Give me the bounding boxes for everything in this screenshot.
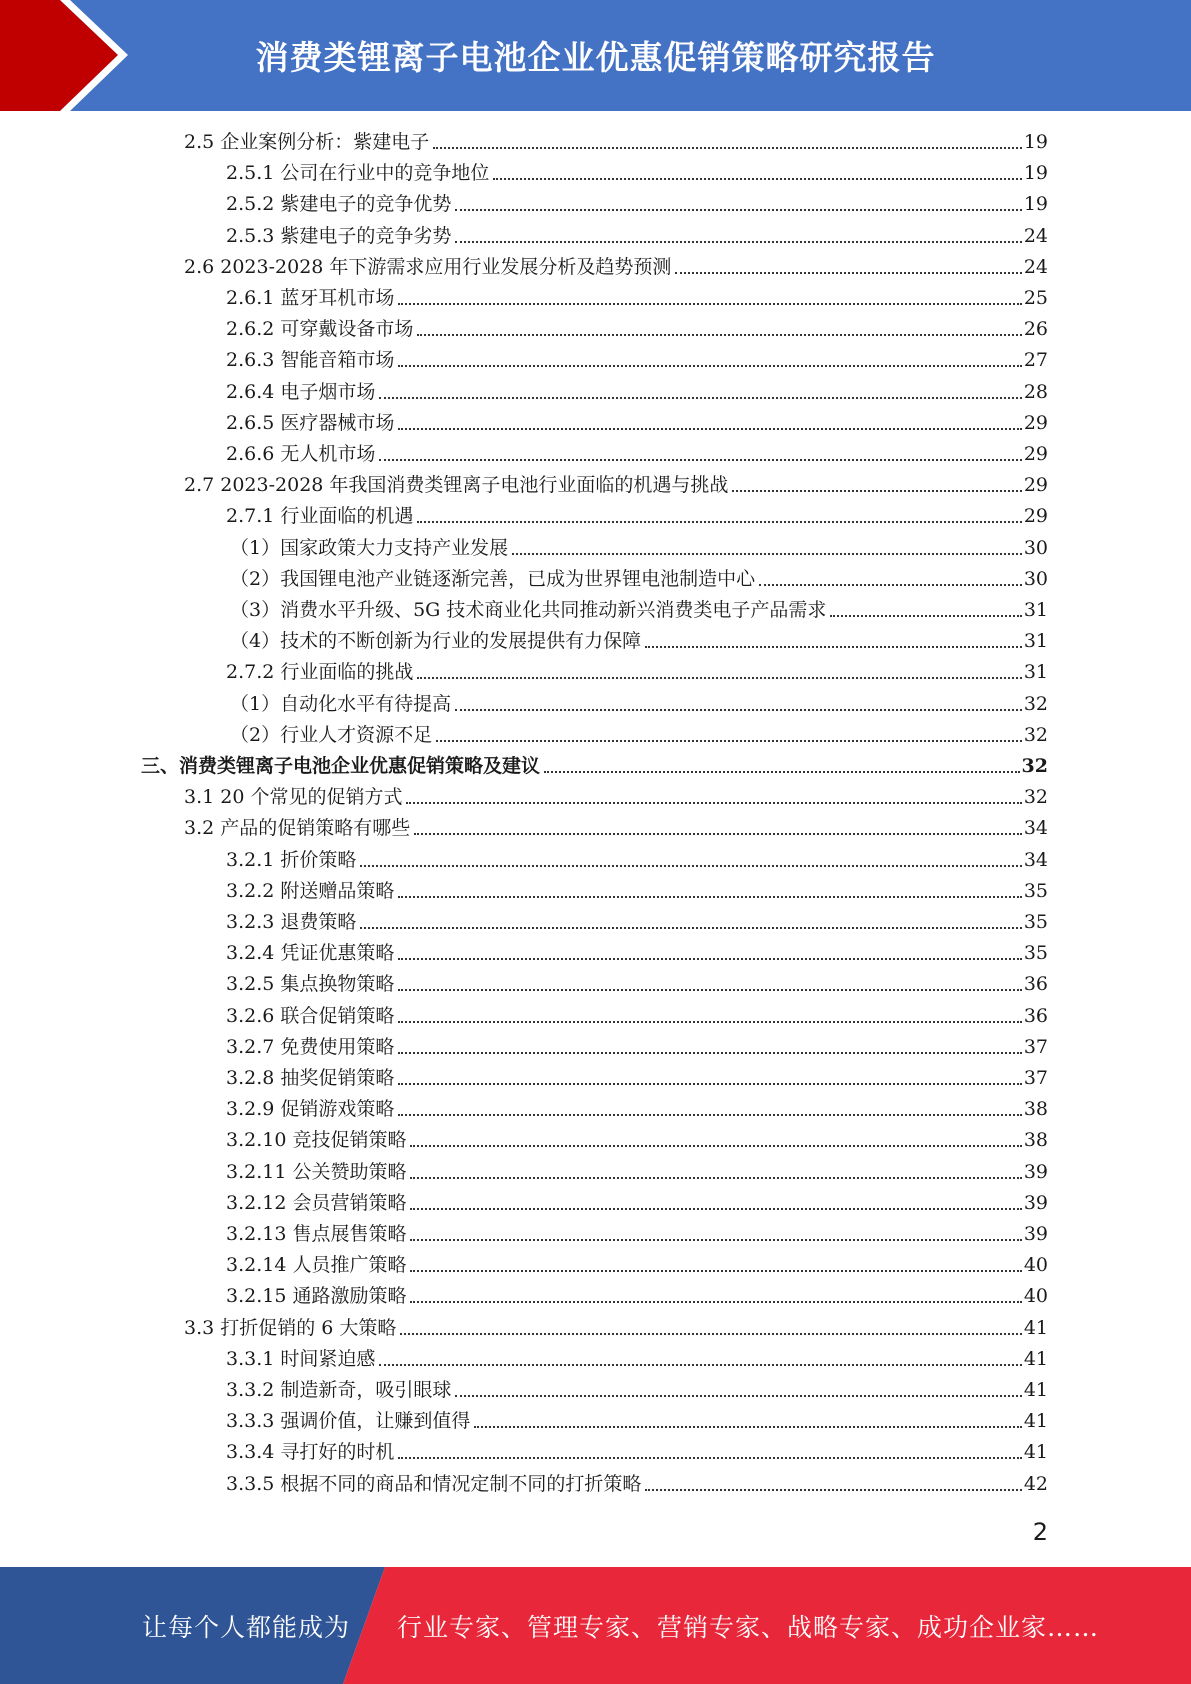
toc-entry[interactable] [226, 1157, 1048, 1187]
toc-dot-leader [360, 865, 1021, 867]
toc-entry-page: 19 [1023, 131, 1048, 153]
toc-entry[interactable] [230, 564, 1048, 594]
chevron-arrow-icon [0, 0, 150, 111]
toc-entry-page: 31 [1023, 630, 1048, 653]
toc-entry-page: 36 [1023, 973, 1048, 996]
toc-entry[interactable] [226, 1001, 1048, 1031]
toc-entry[interactable] [226, 283, 1048, 313]
toc-entry[interactable] [141, 751, 1048, 781]
toc-entry-title: 2.7 2023-2028 年我国消费类锂离子电池行业面临的机遇与挑战 [184, 474, 729, 497]
toc-entry[interactable] [226, 1250, 1048, 1280]
toc-entry[interactable] [184, 782, 1048, 812]
toc-entry-title: （1）自动化水平有待提高 [230, 692, 452, 715]
toc-entry-page: 39 [1023, 1191, 1048, 1214]
toc-entry[interactable] [226, 1219, 1048, 1249]
toc-entry[interactable] [226, 1032, 1048, 1062]
toc-entry[interactable] [226, 876, 1048, 906]
toc-dot-leader [400, 1333, 1021, 1335]
toc-entry[interactable] [226, 314, 1048, 344]
toc-entry-title: 3.2.12 会员营销策略 [226, 1191, 407, 1214]
toc-dot-leader [645, 1489, 1021, 1491]
toc-entry-page: 29 [1023, 505, 1048, 528]
toc-entry-page: 38 [1023, 1098, 1048, 1121]
toc-entry[interactable] [226, 969, 1048, 999]
toc-dot-leader [398, 428, 1021, 430]
toc-entry-title: 2.5 企业案例分析：紫建电子 [184, 131, 430, 153]
toc-entry-title: （4）技术的不断创新为行业的发展提供有力保障 [230, 630, 642, 653]
toc-entry-title: 3.2.14 人员推广策略 [226, 1254, 407, 1277]
toc-entry-title: 三、消费类锂离子电池企业优惠促销策略及建议 [141, 755, 541, 777]
toc-entry-page: 41 [1023, 1347, 1048, 1370]
toc-entry-page: 42 [1023, 1472, 1048, 1495]
toc-entry-page: 32 [1021, 755, 1048, 777]
toc-entry-title: 2.5.1 公司在行业中的竞争地位 [226, 162, 490, 185]
toc-entry[interactable] [184, 127, 1048, 157]
toc-entry-title: 3.3.1 时间紧迫感 [226, 1347, 376, 1370]
toc-entry-title: 3.3.3 强调价值，让赚到值得 [226, 1410, 471, 1433]
toc-entry-title: 2.6.2 可穿戴设备市场 [226, 318, 414, 341]
toc-entry[interactable] [230, 720, 1048, 750]
toc-entry-page: 40 [1023, 1285, 1048, 1308]
toc-dot-leader [417, 521, 1021, 523]
toc-dot-leader [398, 989, 1021, 991]
toc-entry-page: 29 [1023, 411, 1048, 434]
toc-dot-leader [398, 1083, 1021, 1085]
toc-entry[interactable] [226, 1063, 1048, 1093]
toc-entry[interactable] [184, 1313, 1048, 1343]
toc-entry[interactable] [226, 408, 1048, 438]
toc-entry[interactable] [230, 595, 1048, 625]
toc-dot-leader [398, 1021, 1021, 1023]
toc-dot-leader [417, 334, 1021, 336]
toc-dot-leader [360, 927, 1021, 929]
toc-entry-page: 26 [1023, 318, 1048, 341]
toc-entry-title: 2.6 2023-2028 年下游需求应用行业发展分析及趋势预测 [184, 255, 672, 278]
toc-dot-leader [675, 272, 1021, 274]
toc-dot-leader [645, 646, 1022, 648]
footer-slogan-left: 让每个人都能成为 [142, 1612, 351, 1642]
toc-entry-title: 2.6.1 蓝牙耳机市场 [226, 287, 395, 309]
toc-entry-page: 24 [1023, 255, 1048, 278]
toc-entry[interactable] [226, 1125, 1048, 1155]
toc-dot-leader [398, 958, 1021, 960]
toc-entry-page: 24 [1023, 224, 1048, 247]
toc-entry-page: 28 [1023, 380, 1048, 403]
toc-entry-title: 3.2.13 售点展售策略 [226, 1223, 407, 1245]
toc-dot-leader [544, 771, 1020, 773]
toc-entry[interactable] [184, 252, 1048, 282]
toc-entry-title: 3.2.7 免费使用策略 [226, 1035, 395, 1058]
toc-dot-leader [398, 896, 1021, 898]
toc-entry[interactable] [226, 439, 1048, 469]
toc-entry[interactable] [226, 158, 1048, 188]
toc-entry-page: 40 [1023, 1254, 1048, 1277]
toc-entry-page: 34 [1023, 817, 1048, 840]
header-band [0, 0, 1191, 111]
toc-entry-title: （3）消费水平升级、5G 技术商业化共同推动新兴消费类电子产品需求 [230, 599, 827, 621]
toc-entry[interactable] [226, 1437, 1048, 1467]
toc-dot-leader [455, 241, 1021, 243]
toc-dot-leader [410, 1208, 1021, 1210]
toc-entry-title: 2.6.3 智能音箱市场 [226, 349, 395, 372]
toc-entry-page: 19 [1023, 162, 1048, 185]
toc-dot-leader [512, 553, 1022, 555]
toc-entry-title: 3.2.6 联合促销策略 [226, 1004, 395, 1027]
toc-entry-title: 2.6.4 电子烟市场 [226, 380, 376, 403]
toc-entry-title: 2.5.2 紫建电子的竞争优势 [226, 193, 452, 216]
toc-entry-title: 3.2.4 凭证优惠策略 [226, 942, 395, 965]
toc-dot-leader [732, 490, 1021, 492]
toc-dot-leader [398, 1114, 1021, 1116]
toc-entry-title: 3.1 20 个常见的促销方式 [184, 786, 403, 809]
toc-dot-leader [433, 147, 1022, 149]
toc-dot-leader [379, 1364, 1021, 1366]
toc-entry-page: 31 [1023, 661, 1048, 684]
toc-entry-page: 32 [1023, 786, 1048, 809]
toc-entry[interactable] [226, 377, 1048, 407]
toc-entry-page: 39 [1023, 1160, 1048, 1183]
toc-entry-page: 29 [1023, 443, 1048, 465]
footer-slogan-right: 行业专家、管理专家、营销专家、战略专家、成功企业家…… [397, 1612, 1100, 1642]
toc-entry[interactable] [226, 501, 1048, 531]
toc-entry[interactable] [226, 221, 1048, 251]
toc-entry-page: 30 [1023, 567, 1048, 590]
toc-entry[interactable] [226, 1281, 1048, 1311]
toc-entry-page: 35 [1023, 911, 1048, 933]
toc-dot-leader [410, 1177, 1021, 1179]
report-title: 消费类锂离子电池企业优惠促销策略研究报告 [255, 38, 936, 77]
toc-dot-leader [455, 209, 1021, 211]
toc-entry[interactable] [226, 938, 1048, 968]
toc-dot-leader [398, 1052, 1021, 1054]
page-number: 2 [1032, 1518, 1048, 1546]
toc-dot-leader [410, 1270, 1021, 1272]
toc-entry[interactable] [184, 813, 1048, 843]
toc-entry-title: 2.6.5 医疗器械市场 [226, 411, 395, 434]
toc-dot-leader [410, 1145, 1021, 1147]
toc-entry[interactable] [226, 1375, 1048, 1405]
toc-entry[interactable] [230, 689, 1048, 719]
toc-entry-page: 30 [1023, 536, 1048, 559]
toc-entry-title: 3.2.1 折价策略 [226, 848, 357, 871]
toc-entry-title: 3.2.9 促销游戏策略 [226, 1098, 395, 1121]
toc-entry-page: 37 [1023, 1035, 1048, 1058]
toc-entry-page: 34 [1023, 848, 1048, 871]
toc-entry-page: 41 [1023, 1316, 1048, 1339]
toc-entry-page: 32 [1023, 723, 1048, 746]
toc-dot-leader [436, 740, 1022, 742]
toc-dot-leader [410, 1301, 1021, 1303]
toc-entry[interactable] [226, 1344, 1048, 1374]
toc-entry[interactable] [226, 189, 1048, 219]
toc-entry-page: 32 [1023, 692, 1048, 715]
toc-dot-leader [455, 709, 1022, 711]
toc-entry-title: （1）国家政策大力支持产业发展 [230, 536, 509, 559]
toc-entry-page: 35 [1023, 879, 1048, 902]
toc-entry-page: 39 [1023, 1223, 1048, 1245]
toc-entry-page: 41 [1023, 1410, 1048, 1433]
toc-entry[interactable] [184, 470, 1048, 500]
toc-entry-page: 35 [1023, 942, 1048, 965]
toc-entry-title: 3.2.10 竞技促销策略 [226, 1129, 407, 1152]
toc-entry-page: 36 [1023, 1004, 1048, 1027]
toc-entry-title: 3.2.2 附送赠品策略 [226, 879, 395, 902]
toc-dot-leader [759, 584, 1022, 586]
toc-dot-leader [830, 615, 1021, 617]
toc-entry-title: 3.2.8 抽奖促销策略 [226, 1067, 395, 1089]
toc-entry-page: 25 [1023, 287, 1048, 309]
toc-entry-title: 3.2 产品的促销策略有哪些 [184, 817, 411, 840]
toc-entry[interactable] [226, 1406, 1048, 1436]
toc-entry[interactable] [226, 907, 1048, 937]
toc-dot-leader [474, 1426, 1021, 1428]
toc-entry-title: 3.2.11 公关赞助策略 [226, 1160, 407, 1183]
toc-entry[interactable] [226, 1094, 1048, 1124]
toc-entry-page: 41 [1023, 1441, 1048, 1464]
toc-entry-page: 31 [1023, 599, 1048, 621]
toc-entry-title: 3.2.3 退费策略 [226, 911, 357, 933]
toc-entry-title: 3.3.4 寻打好的时机 [226, 1441, 395, 1464]
toc-entry-title: 2.7.1 行业面临的机遇 [226, 505, 414, 528]
footer-band [0, 1567, 1191, 1684]
toc-entry-title: 3.2.15 通路激励策略 [226, 1285, 407, 1308]
toc-entry[interactable] [226, 1469, 1048, 1499]
toc-entry[interactable] [226, 845, 1048, 875]
toc-entry[interactable] [226, 657, 1048, 687]
toc-entry-page: 19 [1023, 193, 1048, 216]
toc-dot-leader [379, 397, 1021, 399]
toc-dot-leader [398, 1457, 1021, 1459]
toc-entry-page: 37 [1023, 1067, 1048, 1089]
toc-entry[interactable] [226, 1188, 1048, 1218]
toc-entry-page: 29 [1023, 474, 1048, 497]
toc-entry-page: 41 [1023, 1379, 1048, 1401]
toc-dot-leader [398, 303, 1021, 305]
toc-entry-title: 2.6.6 无人机市场 [226, 443, 376, 465]
toc-entry[interactable] [230, 533, 1048, 563]
toc-entry-page: 38 [1023, 1129, 1048, 1152]
toc-dot-leader [410, 1239, 1021, 1241]
toc-entry[interactable] [226, 345, 1048, 375]
toc-dot-leader [455, 1395, 1021, 1397]
toc-entry-page: 27 [1023, 349, 1048, 372]
toc-entry-title: 3.3.5 根据不同的商品和情况定制不同的打折策略 [226, 1472, 642, 1495]
toc-entry[interactable] [230, 626, 1048, 656]
toc-dot-leader [414, 833, 1022, 835]
toc-dot-leader [379, 459, 1021, 461]
toc-entry-title: 3.3.2 制造新奇，吸引眼球 [226, 1379, 452, 1401]
toc-dot-leader [493, 178, 1021, 180]
toc-entry-title: 2.5.3 紫建电子的竞争劣势 [226, 224, 452, 247]
toc-dot-leader [398, 365, 1021, 367]
toc-dot-leader [406, 802, 1021, 804]
toc-entry-title: （2）我国锂电池产业链逐渐完善，已成为世界锂电池制造中心 [230, 567, 756, 590]
toc-entry-title: 2.7.2 行业面临的挑战 [226, 661, 414, 684]
toc-entry-title: 3.3 打折促销的 6 大策略 [184, 1316, 397, 1339]
toc-entry-title: 3.2.5 集点换物策略 [226, 973, 395, 996]
toc-entry-title: （2）行业人才资源不足 [230, 723, 433, 746]
toc-dot-leader [417, 677, 1021, 679]
